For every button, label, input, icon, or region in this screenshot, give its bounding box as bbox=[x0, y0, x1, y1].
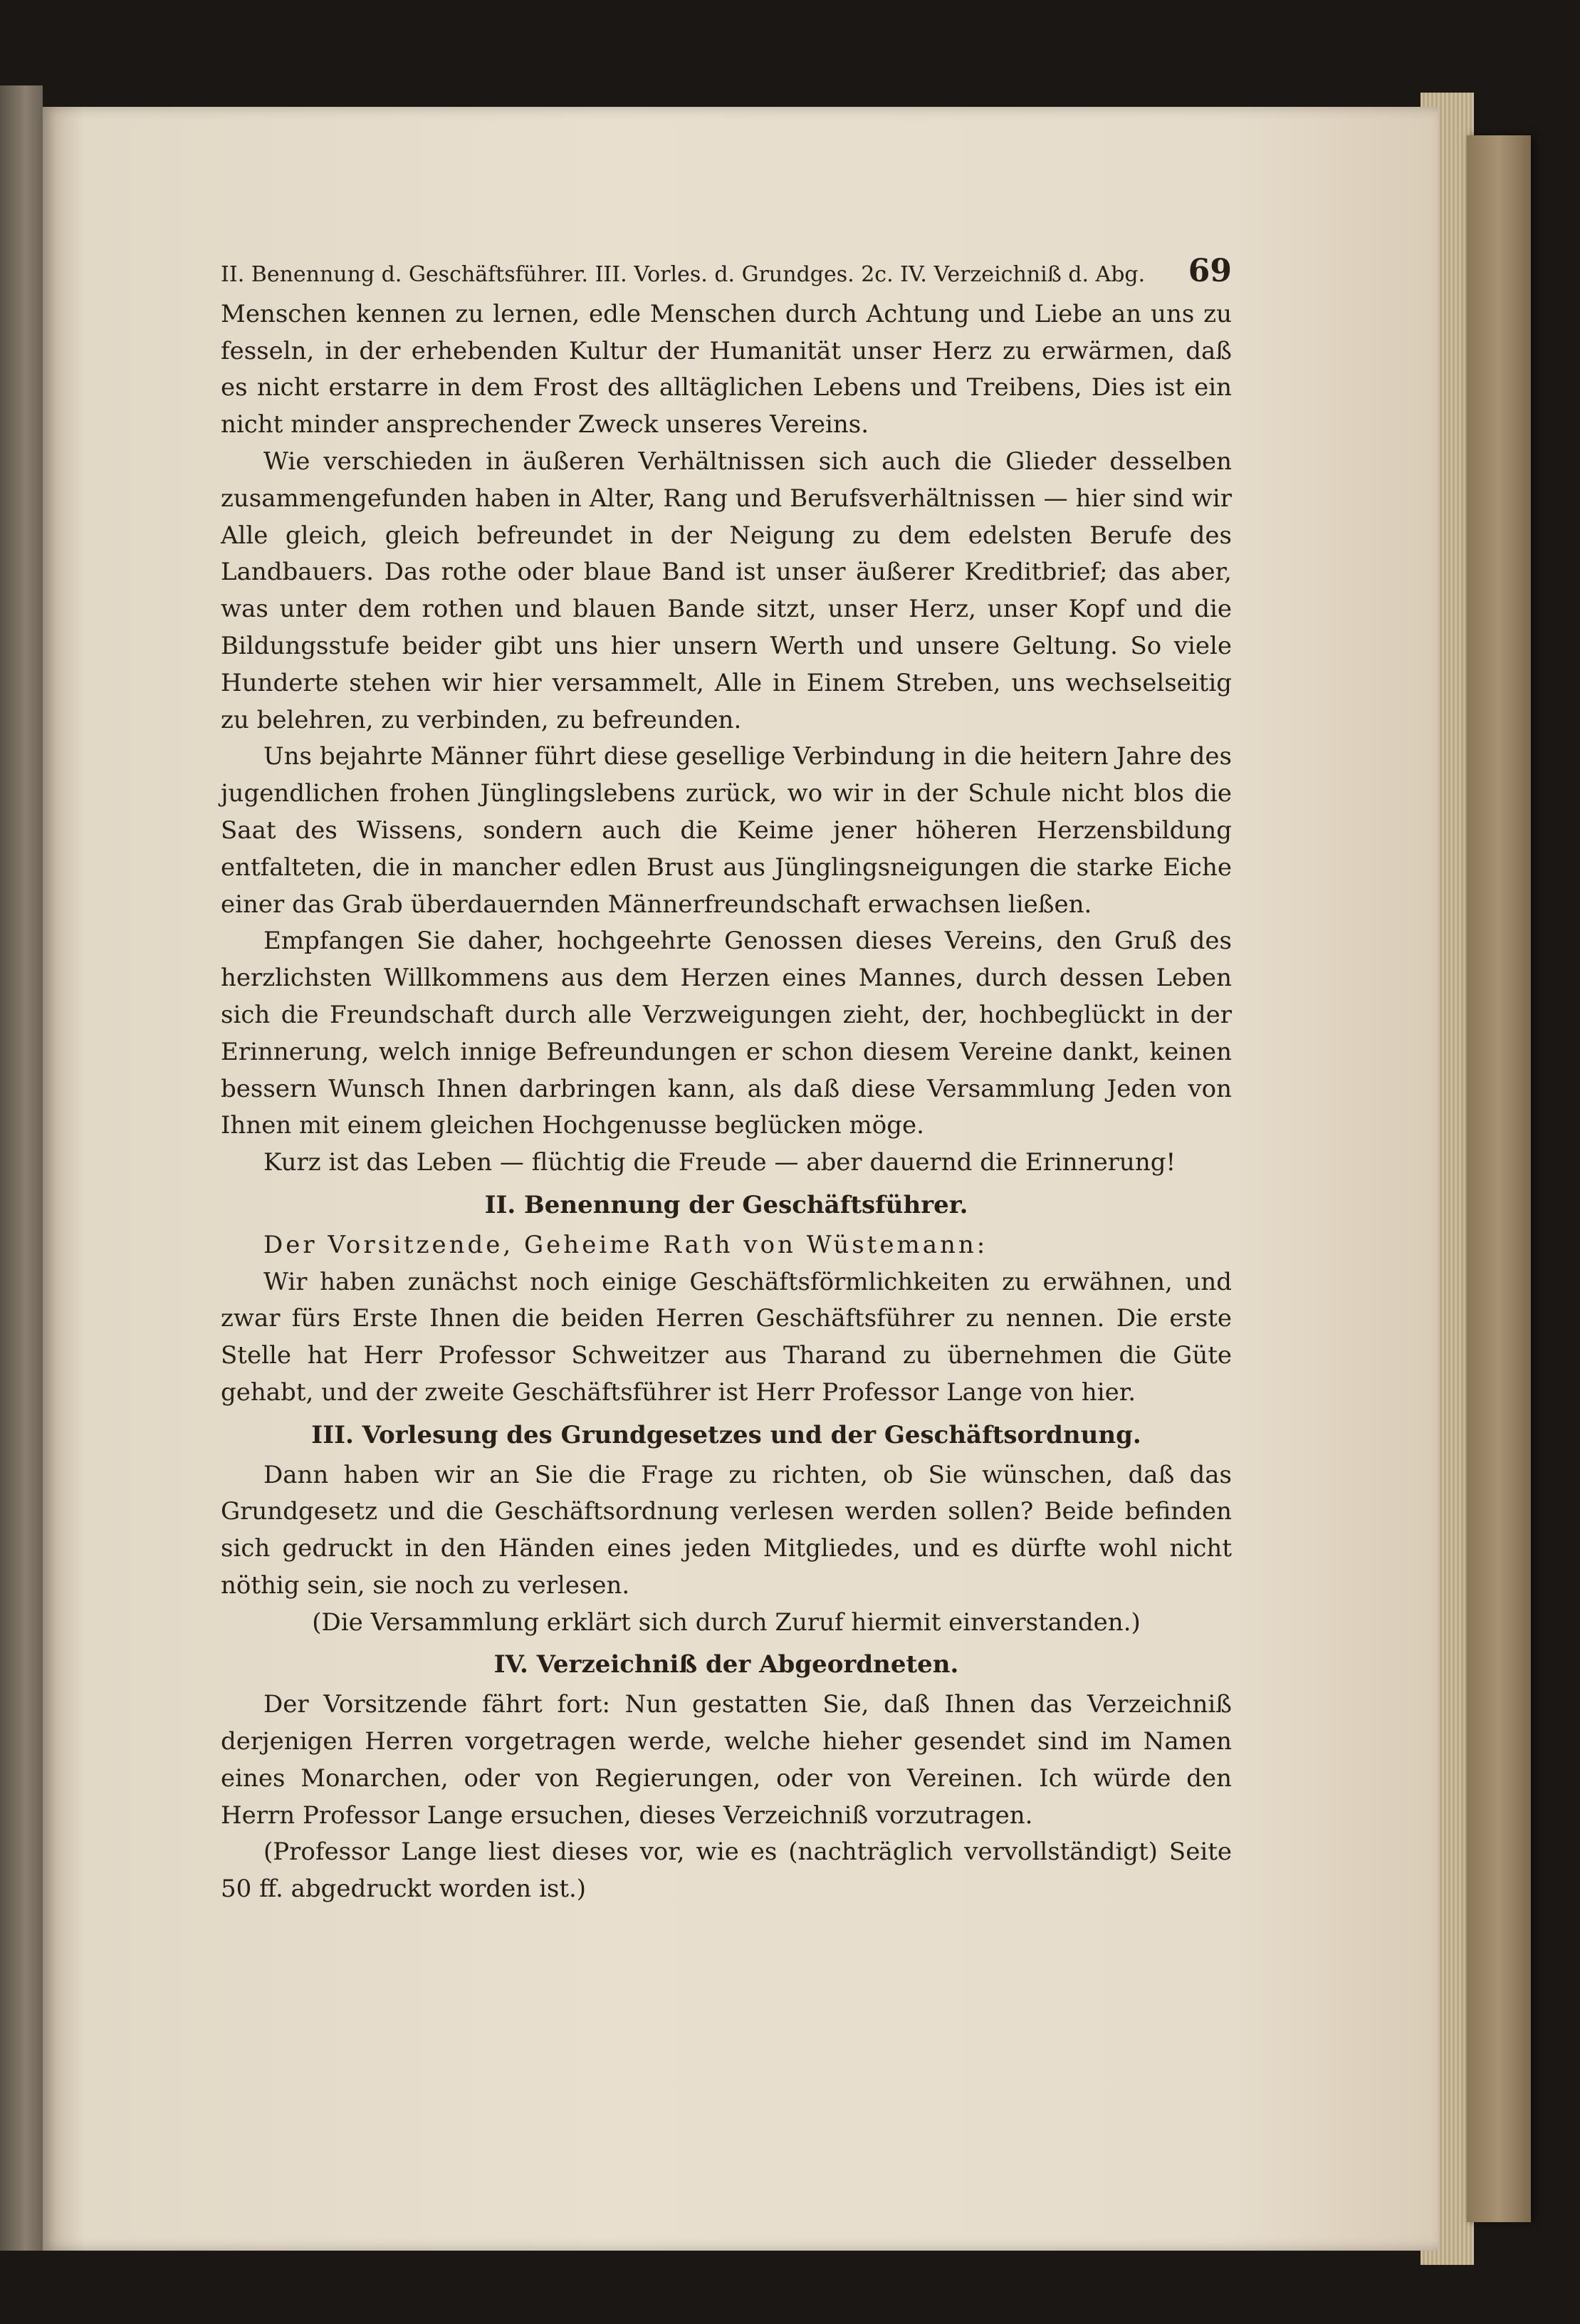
paragraph: Dann haben wir an Sie die Frage zu richten, ob Sie wünschen, daß das Grundgesetz und die Geschäftsordnung verlesen werden sollen? Beide befinden sich gedruckt in den Händen eines jeden Mitgliedes, und es dürfte wohl nicht nöthig sein, sie noch zu verlesen. bbox=[221, 1460, 1232, 1600]
paragraph: Der Vorsitzende fährt fort: Nun gestatten Sie, daß Ihnen das Verzeichniß derjenigen Herren vorgetragen werde, welche hieher gesendet sind im Namen eines Monarchen, oder von Regierungen, oder von Vereinen. Ich würde den Herrn Professor Lange ersuchen, dieses Verzeichniß vorzutragen. bbox=[221, 1690, 1232, 1830]
paragraph: Wir haben zunächst noch einige Geschäftsförmlichkeiten zu erwähnen, und zwar fürs Erste Ihnen die beiden Herren Geschäftsführer zu nennen. Die erste Stelle hat Herr Professor Schweitzer aus Tharand zu übernehmen die Güte gehabt, und der zweite Geschäftsführer ist Herr Professor Lange von hier. bbox=[221, 1267, 1232, 1407]
section-heading-3: III. Vorlesung des Grundgesetzes und der Geschäftsordnung. bbox=[311, 1420, 1141, 1449]
facing-page-edge bbox=[0, 85, 43, 2251]
paragraph: Empfangen Sie daher, hochgeehrte Genossen dieses Vereins, den Gruß des herzlichsten Willkommens aus dem Herzen eines Mannes, durch dessen Leben sich die Freundschaft durch alle Verzweigungen zieht, der, hochbeglückt in der Erinnerung, welch innige Befreundungen er schon diesem Vereine dankt, keinen bessern Wunsch Ihnen darbringen kann, als daß diese Versammlung Jeden von Ihnen mit einem gleichen Hochgenusse beglücken möge. bbox=[221, 927, 1232, 1140]
reading-note: (Professor Lange liest dieses vor, wie es (nachträglich vervollständigt) Seite 50 ff. abgedruckt worden ist.) bbox=[221, 1838, 1232, 1904]
running-head bbox=[221, 253, 1232, 293]
paragraph-motto: Kurz ist das Leben — flüchtig die Freude — aber dauernd die Erinnerung! bbox=[263, 1148, 1176, 1177]
running-title: II. Benennung d. Geschäftsführer. III. Vorles. d. Grundges. 2c. IV. Verzeichniß d. Abg. bbox=[221, 262, 1146, 287]
assembly-note: (Die Versammlung erklärt sich durch Zuruf hiermit einverstanden.) bbox=[312, 1607, 1141, 1637]
section-heading-4: IV. Verzeichniß der Abgeordneten. bbox=[493, 1650, 959, 1679]
paragraph: Wie verschieden in äußeren Verhältnissen sich auch die Glieder desselben zusammengefunden haben in Alter, Rang und Berufsverhältnissen — hier sind wir Alle gleich, gleich befreundet in der Neigung zu dem edelsten Berufe des Landbauers. Das rothe oder blaue Band ist unser äußerer Kreditbrief; das aber, was unter dem rothen und blauen Bande sitzt, unser Herz, unser Kopf und die Bildungsstufe beider gibt uns hier unsern Werth und unsere Geltung. So viele Hunderte stehen wir hier versammelt, Alle in Einem Streben, uns wechselseitig zu belehren, zu verbinden, zu befreunden. bbox=[221, 447, 1232, 734]
page-text bbox=[221, 253, 1232, 1908]
speaker-line: Der Vorsitzende, Geheime Rath von Wüstemann: bbox=[263, 1230, 988, 1259]
page-number: 69 bbox=[1188, 253, 1232, 289]
paragraph: Menschen kennen zu lernen, edle Menschen durch Achtung und Liebe an uns zu fesseln, in der erhebenden Kultur der Humanität unser Herz zu erwärmen, daß es nicht erstarre in dem Frost des alltäglichen Lebens und Treibens, Dies ist ein nicht minder ansprechender Zweck unseres Vereins. bbox=[221, 299, 1232, 439]
section-heading-2: II. Benennung der Geschäftsführer. bbox=[484, 1190, 968, 1219]
paragraph: Uns bejahrte Männer führt diese gesellige Verbindung in die heitern Jahre des jugendlichen frohen Jünglingslebens zurück, wo wir in der Schule nicht blos die Saat des Wissens, sondern auch die Keime jener höheren Herzensbildung entfalteten, die in mancher edlen Brust aus Jünglingsneigungen die starke Eiche einer das Grab überdauernden Männerfreundschaft erwachsen ließen. bbox=[221, 742, 1232, 919]
book-cover-edge bbox=[1467, 135, 1531, 2222]
